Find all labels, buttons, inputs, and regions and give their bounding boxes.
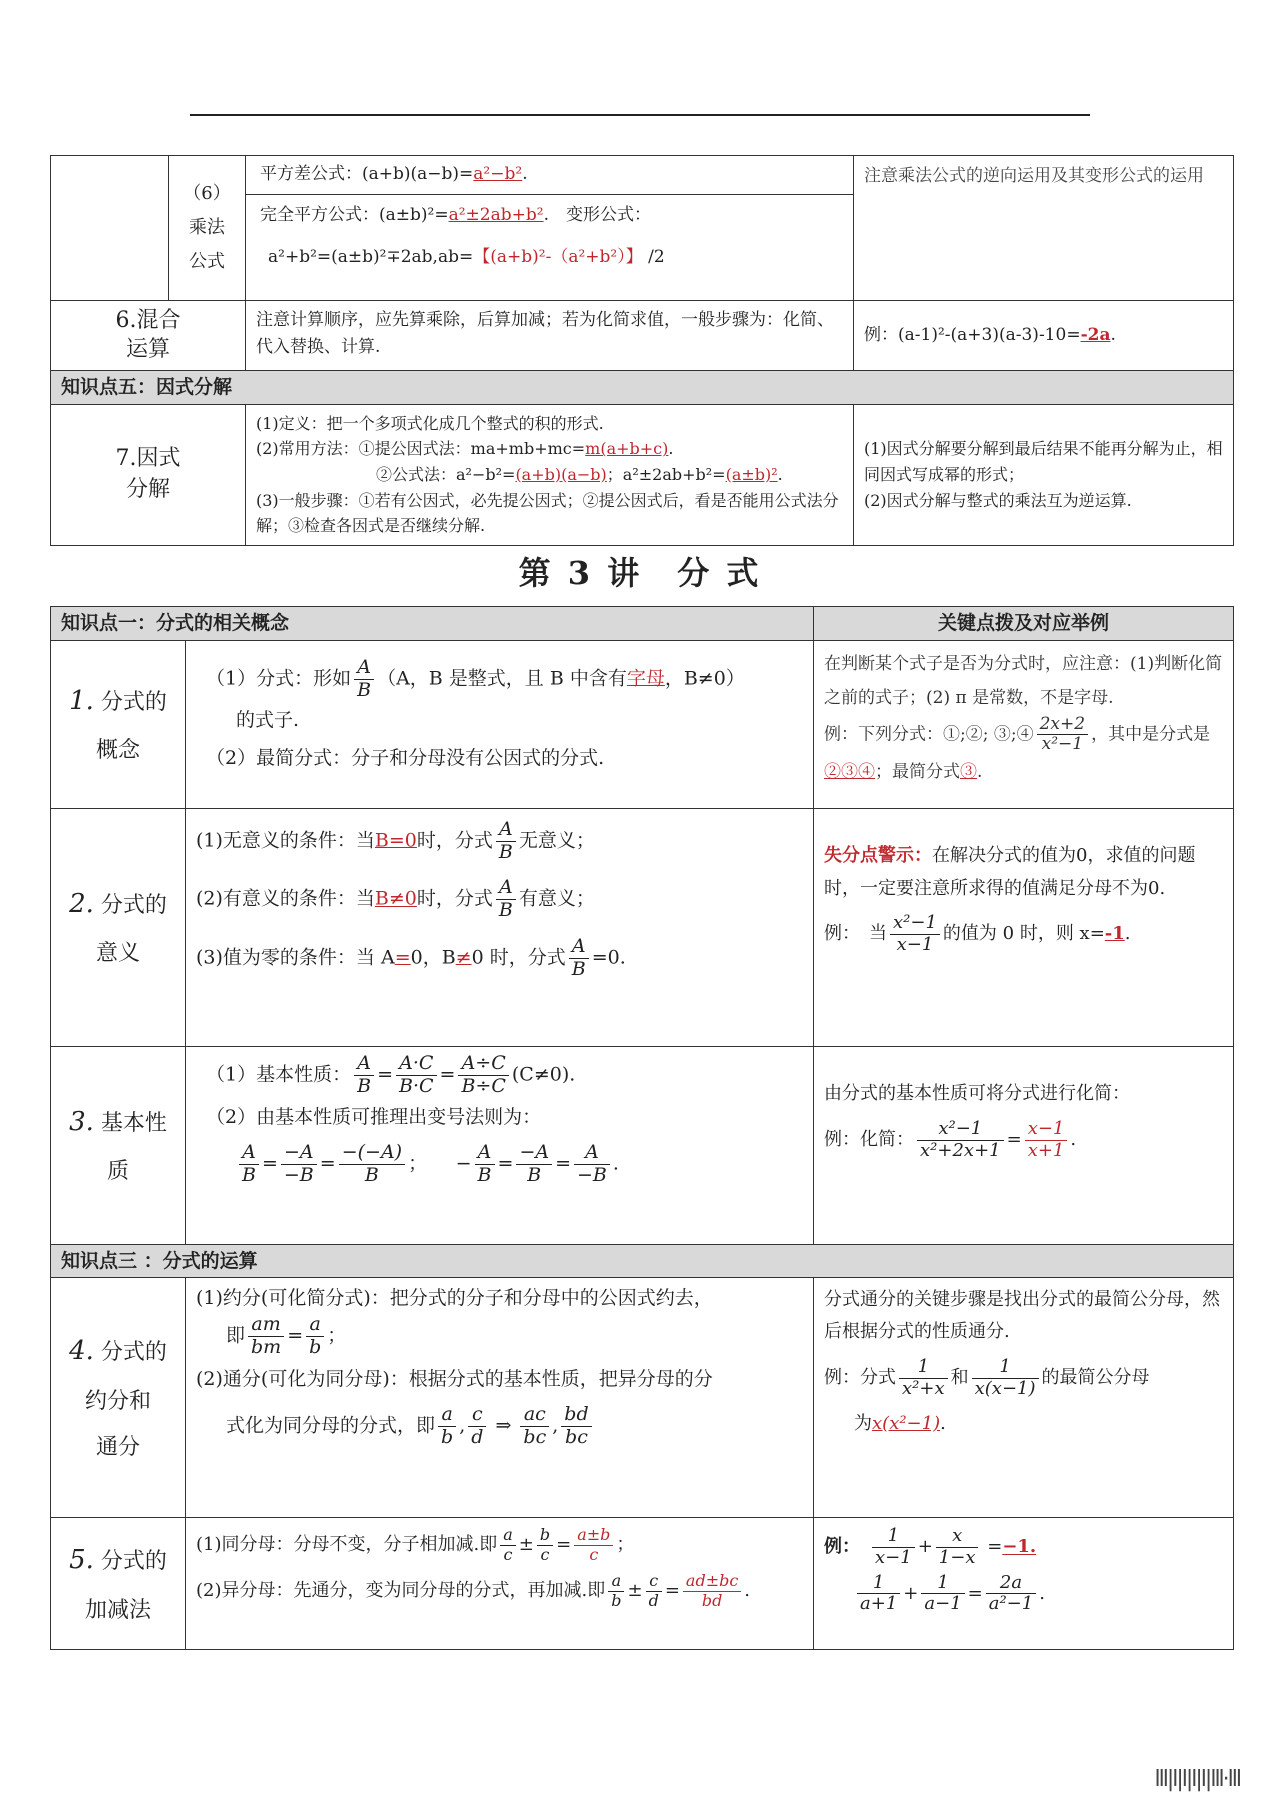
- mixed-text: 注意计算顺序，应先算乘除，后算加减；若为化简求值，一般步骤为：化简、代入替换、计算.: [246, 301, 854, 371]
- watermark: lll|l|l|l|l|lll·lll: [1154, 1767, 1240, 1792]
- concept-answer: 字母: [626, 667, 665, 690]
- band-title: 知识点五：因式分解: [51, 371, 1234, 405]
- common-denominator-text: (2)通分(可化为同分母)：根据分式的基本性质，把异分母的分: [196, 1367, 713, 1390]
- top-rule: [190, 114, 1090, 116]
- example-fraction: $\frac{2x+2}{\text{x²−1}}$: [1037, 715, 1088, 755]
- variant-formula-label: 变形公式：: [565, 204, 651, 225]
- common-example: 例：分式: [824, 1367, 897, 1389]
- zero-answer: =: [394, 946, 411, 969]
- row-basic-property: 3. 基本性 质 （1）基本性质： $\frac{A}{B}$ = $\frac{A\cdot C}{B\cdot C}$ = $\frac{A\div C}{B\div C}$ (C≠0). （2）由基本性质可推理出变号法则为： $\frac{A}{B}$ = $\frac{-A}{-B}$ = $\frac{-(-A)}{B}$ ； − $\frac{A}{B}$ = $\frac{-A}{B}$ = $\frac{A}{-B}$ . 由分式的基本性质可将分式进行化简： 例：化简： $\frac{\text{x²−1}}{\text{x²+2x+1}}$ = $\frac{x-1}{x+1}$ .: [51, 1046, 1234, 1244]
- row-mixed-operations: 6.混合 运算 注意计算顺序，应先算乘除，后算加减；若为化简求值，一般步骤为：化简、代入替换、计算. 例：(a-1)²-(a+3)(a-3)-10=-2a.: [51, 301, 1234, 371]
- row-number: 3.: [69, 1106, 94, 1137]
- factor-method-2: ②公式法：a²−b²=: [376, 465, 516, 485]
- addsub-example: 例：: [824, 1536, 852, 1558]
- meaning-example-answer: -1: [1104, 923, 1125, 945]
- fraction-A-over-B: $\frac{A}{B}$: [569, 936, 589, 981]
- square-difference-formula: 平方差公式：(a+b)(a−b)=: [260, 164, 474, 184]
- row-label-3: 通分: [95, 1435, 140, 1461]
- concept-text: （1）分式：形如: [206, 667, 352, 690]
- concept-example-answer: ②③④: [824, 761, 876, 782]
- perfect-square-answer: a²±2ab+b²: [448, 204, 544, 225]
- row-number: 5.: [69, 1545, 94, 1576]
- property-example: 例：化简：: [824, 1129, 915, 1151]
- row-number: 1.: [69, 685, 94, 716]
- mixed-label: 6.混合: [115, 308, 181, 333]
- row-number: 2.: [69, 888, 94, 919]
- factor-label-2: 分解: [125, 476, 170, 502]
- row-label-2: 概念: [95, 738, 140, 764]
- factor-note-2: (2)因式分解与整式的乘法互为逆运算.: [864, 490, 1132, 510]
- property-note: 由分式的基本性质可将分式进行化简：: [824, 1082, 1131, 1104]
- concept-condition-tail: ，B≠0）: [664, 667, 745, 690]
- fraction-A-over-B: $\frac{A}{B}$: [496, 877, 516, 922]
- row-label: 乘法: [189, 216, 225, 238]
- row-label-2: 质: [106, 1159, 129, 1185]
- warning-text: 在解决分式的值为0，求值的问题时，一定要注意所求得的值满足分母不为0.: [824, 844, 1196, 899]
- concept-example-answer-2: ③: [960, 761, 978, 782]
- factor-method-1-answer: m(a+b+c): [585, 439, 669, 459]
- warning-label: 失分点警示：: [824, 844, 933, 866]
- row-label: 分式的: [100, 1340, 167, 1366]
- band-operations: [51, 1244, 1234, 1278]
- common-note: 分式通分的关键步骤是找出分式的最简公分母，然后根据分式的性质通分.: [824, 1289, 1221, 1342]
- variant-formula-answer: 【(a+b)²-（a²+b²）】: [473, 246, 643, 267]
- same-denominator-text: (1)同分母：分母不变，分子相加减.即: [196, 1534, 498, 1556]
- band-concepts: [51, 607, 1234, 641]
- sign-rule-text: （2）由基本性质可推理出变号法则为：: [206, 1106, 542, 1129]
- fraction-table: [50, 606, 1234, 1650]
- mixed-label-2: 运算: [125, 336, 170, 362]
- undefined-condition: (1)无意义的条件：当: [196, 829, 375, 852]
- row-number: 4.: [69, 1336, 94, 1367]
- concept-condition: （A，B 是整式，且 B 中含有: [377, 667, 627, 690]
- row-label: 分式的: [100, 689, 167, 715]
- fraction-A-over-B: $\frac{A}{B}$: [496, 819, 516, 864]
- lecture-title: 第 3 讲 分 式: [518, 554, 762, 592]
- concept-example-3: ；最简分式: [875, 761, 961, 782]
- row-concept: 1. 分式的 概念 （1）分式：形如 $\frac{A}{B}$ （A，B 是整式，且 B 中含有字母，B≠0） 的式子. （2）最简分式：分子和分母没有公因式的分式. 在判断某个式子是否为分式时，应注意：(1)判断化简之前的式子；(2) π 是常数，不是字母. 例：下列分式：①;②; ③;④ $\frac{2x+2}{\text{x²−1}}$ ，其中是分式是②③④；最简分式③.: [51, 640, 1234, 808]
- example-fraction: $\frac{\text{x²−1}}{x-1}$: [890, 913, 940, 955]
- diff-denominator-text: (2)异分母：先通分，变为同分母的分式，再加减.即: [196, 1580, 606, 1602]
- band-title: 知识点一：分式的相关概念: [51, 607, 814, 641]
- sign-rules: $\frac{A}{B}$ = $\frac{-A}{-B}$ = $\frac{-(-A)}{B}$ ； − $\frac{A}{B}$ = $\frac{-A}{B}$ = $\frac{A}{-B}$ .: [196, 1142, 803, 1187]
- row-label-2: 约分和: [84, 1388, 151, 1414]
- factor-definition: (1)定义：把一个多项式化成几个整式的积的形式.: [256, 413, 604, 433]
- reduce-text: (1)约分(可化简分式)：把分式的分子和分母中的公因式约去，: [196, 1287, 713, 1310]
- mixed-example: 例：(a-1)²-(a+3)(a-3)-10=: [864, 324, 1081, 345]
- multiplication-note: 注意乘法公式的逆向运用及其变形公式的运用: [854, 156, 1234, 301]
- row-number: （6）: [183, 182, 231, 204]
- perfect-square-formula: 完全平方公式：(a±b)²=: [260, 204, 449, 225]
- row-add-subtract: 5. 分式的 加减法 (1)同分母：分母不变，分子相加减.即 $\frac{a}{c}$ ± $\frac{b}{c}$ = $\frac{a\pm b}{c}$ ； (2)异分母：先通分，变为同分母的分式，再加减.即 $\frac{a}{b}$ ± $\frac{c}{d}$ = $\frac{ad\pm bc}{bd}$ . 例： $\frac{1}{x-1}$ + $\frac{x}{1-x}$ =−1. $\frac{1}{a+1}$ + $\frac{1}{a-1}$ = $\frac{2a}{\text{a²−1}}$ .: [51, 1518, 1234, 1650]
- simplest-fraction-text: （2）最简分式：分子和分母没有公因式的分式.: [206, 747, 605, 770]
- concept-example: 例：下列分式：①;②; ③;④: [824, 724, 1034, 745]
- meaning-example: 例： 当: [824, 923, 888, 945]
- zero-condition: (3)值为零的条件：当 A: [196, 946, 395, 969]
- defined-answer: B≠0: [374, 887, 417, 910]
- variant-formula: a²+b²=(a±b)²∓2ab,ab=: [268, 246, 474, 267]
- row-label: 分式的: [100, 1549, 167, 1575]
- undefined-answer: B=0: [374, 829, 417, 852]
- fraction-A-over-B: $\frac{A}{B}$: [354, 657, 374, 702]
- factor-steps: (3)一般步骤：①若有公因式，必先提公因式；②提公因式后，看是否能用公式法分解；③检查各因式是否继续分解.: [256, 490, 839, 536]
- property-example-answer: $\frac{x-1}{x+1}$: [1025, 1119, 1068, 1161]
- diff-denominator-answer: $\frac{ad\pm bc}{bd}$: [683, 1572, 741, 1610]
- basic-property-text: （1）基本性质：: [206, 1063, 352, 1086]
- row-factorization: 7.因式 分解 (1)定义：把一个多项式化成几个整式的积的形式. (2)常用方法：①提公因式法：ma+mb+mc=m(a+b+c). ②公式法：a²−b²=(a+b)(a−b)；a²±2ab+b²=(a±b)². (3)一般步骤：①若有公因式，必先提公因式；②提公因式后，看是否能用公式法分解；③检查各因式是否继续分解. (1)因式分解要分解到最后结果不能再分解为止，相同因式写成幂的形式； (2)因式分解与整式的乘法互为逆运算.: [51, 404, 1234, 545]
- row-label-2: 公式: [189, 251, 225, 273]
- row-meaning: 2. 分式的 意义 (1)无意义的条件：当B=0时，分式 $\frac{A}{B}$ 无意义； (2)有意义的条件：当B≠0时，分式 $\frac{A}{B}$ 有意义； (3)值为零的条件：当 A=0，B≠0 时，分式 $\frac{A}{B}$ =0. 失分点警示：在解决分式的值为0，求值的问题时，一定要注意所求得的值满足分母不为0. 例： 当 $\frac{\text{x²−1}}{x-1}$ 的值为 0 时，则 x=-1.: [51, 808, 1234, 1046]
- concept-note: 在判断某个式子是否为分式时，应注意：(1)判断化简之前的式子；(2) π 是常数，不是字母.: [824, 653, 1223, 708]
- factor-label: 7.因式: [115, 446, 181, 472]
- row-label: 分式的: [100, 892, 167, 918]
- addsub-example-answer: −1.: [1002, 1536, 1037, 1558]
- concept-text-2: 的式子.: [236, 709, 300, 732]
- row-reduce-common: 4. 分式的 约分和 通分 (1)约分(可化简分式)：把分式的分子和分母中的公因式约去， 即 $\frac{am}{bm}$ = $\frac{a}{b}$ ； (2)通分(可化为同分母)：根据分式的基本性质，把异分母的分 式化为同分母的分式，即 $\frac{a}{b}$ , $\frac{c}{d}$ ⇒ $\frac{ac}{bc}$ , $\frac{bd}{bc}$ 分式通分的关键步骤是找出分式的最简公分母，然后根据分式的性质通分. 例：分式 $\frac{1}{\text{x²+x}}$ 和 $\frac{1}{x(x-1)}$ 的最简公分母 为x(x²−1).: [51, 1278, 1234, 1518]
- row-label: 基本性: [100, 1110, 167, 1136]
- variant-formula-tail: /2: [648, 246, 665, 267]
- prev-table: [50, 155, 1234, 546]
- defined-condition: (2)有意义的条件：当: [196, 887, 375, 910]
- factor-note-1: (1)因式分解要分解到最后结果不能再分解为止，相同因式写成幂的形式；: [864, 439, 1223, 485]
- zero-answer-2: ≠: [455, 946, 472, 969]
- row-multiplication-formula: （6） 乘法 公式 平方差公式：(a+b)(a−b)=a²−b². 完全平方公式：(a±b)²=a²±2ab+b². 变形公式： a²+b²=(a±b)²∓2ab,ab=【(a+b)²-（a²+b²）】 /2 注意乘法公式的逆向运用及其变形公式的运用: [51, 156, 1234, 301]
- concept-example-2: ，其中是分式是: [1091, 724, 1211, 745]
- common-example-answer: x(x²−1): [872, 1412, 941, 1434]
- band-title-right: 关键点拨及对应举例: [814, 607, 1234, 641]
- factor-method-2b: ；a²±2ab+b²=: [606, 465, 726, 485]
- mixed-example-answer: -2a: [1080, 324, 1111, 345]
- square-difference-answer: a²−b²: [473, 164, 523, 184]
- band-factorization: [51, 371, 1234, 405]
- same-denominator-answer: $\frac{a\pm b}{c}$: [574, 1526, 613, 1564]
- factor-method-2-answer: (a+b)(a−b): [515, 465, 607, 485]
- factor-method-2b-answer: (a±b)²: [725, 465, 778, 485]
- band-title: 知识点三 ：分式的运算: [51, 1244, 1234, 1278]
- row-label-2: 意义: [95, 941, 140, 967]
- row-label-2: 加减法: [84, 1598, 151, 1624]
- factor-method-1: (2)常用方法：①提公因式法：ma+mb+mc=: [256, 439, 586, 459]
